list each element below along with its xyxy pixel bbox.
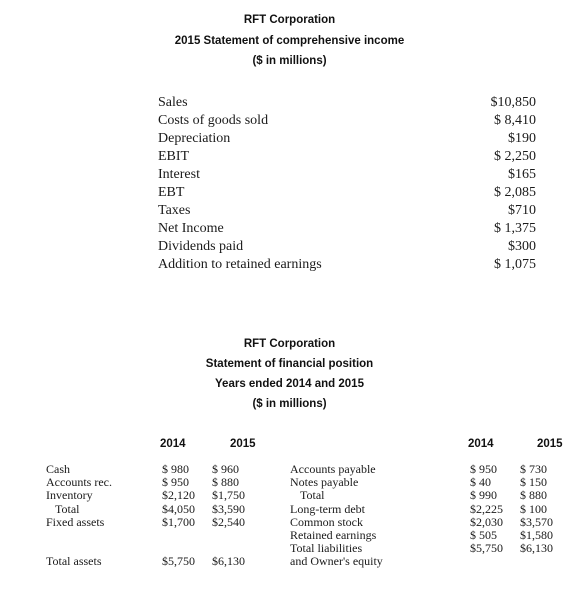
liability-value-2014: $ 990 (470, 488, 497, 503)
income-row-value: $ 2,250 (494, 149, 536, 164)
liability-value-2015: $6,130 (520, 541, 553, 556)
liability-label: Common stock (290, 514, 364, 529)
asset-2015-values (212, 463, 245, 569)
asset-value-2015: $3,590 (212, 501, 245, 516)
income-row-label: Depreciation (158, 131, 231, 146)
liability-value-2014: $2,225 (470, 501, 503, 516)
income-row-label: Interest (158, 167, 200, 182)
income-row-value: $710 (508, 203, 536, 218)
liability-label: Long-term debt (290, 501, 365, 516)
asset-label: Total (55, 501, 80, 516)
asset-value-2014: $1,700 (162, 514, 195, 529)
income-row-label: Net Income (158, 221, 224, 236)
liability-value-2015: $3,570 (520, 514, 553, 529)
income-row-value: $ 8,410 (494, 113, 536, 128)
asset-value-2014: $ 980 (162, 462, 189, 476)
liability-labels (290, 463, 383, 569)
income-row-value: $10,850 (490, 95, 536, 110)
balance-company-name: RFT Corporation (243, 338, 336, 350)
asset-label: Fixed assets (46, 514, 105, 529)
income-row-value: $300 (508, 239, 536, 254)
liability-label: Notes payable (290, 475, 359, 490)
liability-value-2015: $ 880 (520, 488, 547, 503)
liability-value-2014: $2,030 (470, 514, 503, 529)
income-row-label: EBIT (158, 149, 190, 164)
asset-label: Inventory (46, 488, 93, 503)
balance-sheet-title: Statement of financial position (205, 358, 374, 370)
income-company-name: RFT Corporation (243, 14, 336, 26)
income-row-value: $ 1,075 (494, 257, 536, 272)
income-row-label: EBT (158, 185, 185, 200)
year-header-assets-2015: 2015 (230, 438, 256, 450)
liability-2015-values (520, 463, 553, 555)
liability-value-2014: $ 950 (470, 462, 497, 476)
liability-2014-values (470, 463, 503, 555)
asset-labels (46, 463, 112, 569)
liability-value-2015: $1,580 (520, 527, 553, 542)
asset-value-2015: $ 880 (212, 475, 239, 490)
income-row-label: Sales (158, 95, 188, 110)
income-row-value: $190 (508, 131, 536, 146)
income-values (440, 94, 536, 274)
total-assets-2014: $5,750 (162, 554, 195, 569)
balance-units: ($ in millions) (252, 398, 327, 410)
year-header-liab-2015: 2015 (537, 438, 563, 450)
asset-value-2015: $1,750 (212, 488, 245, 503)
asset-value-2014: $ 950 (162, 475, 189, 490)
asset-label: Accounts rec. (46, 475, 112, 490)
liability-value-2015: $ 100 (520, 501, 547, 516)
liability-label: and Owner's equity (290, 554, 383, 569)
income-row-value: $ 1,375 (494, 221, 536, 236)
balance-sheet-subtitle: Years ended 2014 and 2015 (215, 378, 364, 390)
income-units: ($ in millions) (252, 55, 327, 67)
income-row-label: Addition to retained earnings (158, 257, 322, 272)
income-row-label: Dividends paid (158, 239, 244, 254)
total-assets-label: Total assets (46, 554, 102, 569)
asset-2014-values (162, 463, 195, 569)
liability-label: Retained earnings (290, 527, 377, 542)
income-row-value: $ 2,085 (494, 185, 536, 200)
year-header-liab-2014: 2014 (468, 438, 494, 450)
liability-label: Total liabilities (290, 541, 363, 556)
liability-label: Total (300, 488, 325, 503)
liability-value-2014: $ 40 (470, 475, 491, 490)
liability-value-2015: $ 730 (520, 462, 547, 476)
asset-value-2015: $2,540 (212, 514, 245, 529)
liability-value-2014: $5,750 (470, 541, 503, 556)
asset-value-2015: $ 960 (212, 462, 239, 476)
income-statement-title: 2015 Statement of comprehensive income (174, 35, 405, 47)
asset-value-2014: $2,120 (162, 488, 195, 503)
liability-value-2014: $ 505 (470, 527, 497, 542)
asset-label: Cash (46, 462, 70, 476)
income-row-value: $165 (508, 167, 536, 182)
total-assets-2015: $6,130 (212, 554, 245, 569)
year-header-assets-2014: 2014 (160, 438, 186, 450)
income-labels (158, 94, 322, 274)
liability-value-2015: $ 150 (520, 475, 547, 490)
liability-label: Accounts payable (290, 462, 376, 476)
income-row-label: Costs of goods sold (158, 113, 269, 128)
asset-value-2014: $4,050 (162, 501, 195, 516)
income-row-label: Taxes (158, 203, 191, 218)
